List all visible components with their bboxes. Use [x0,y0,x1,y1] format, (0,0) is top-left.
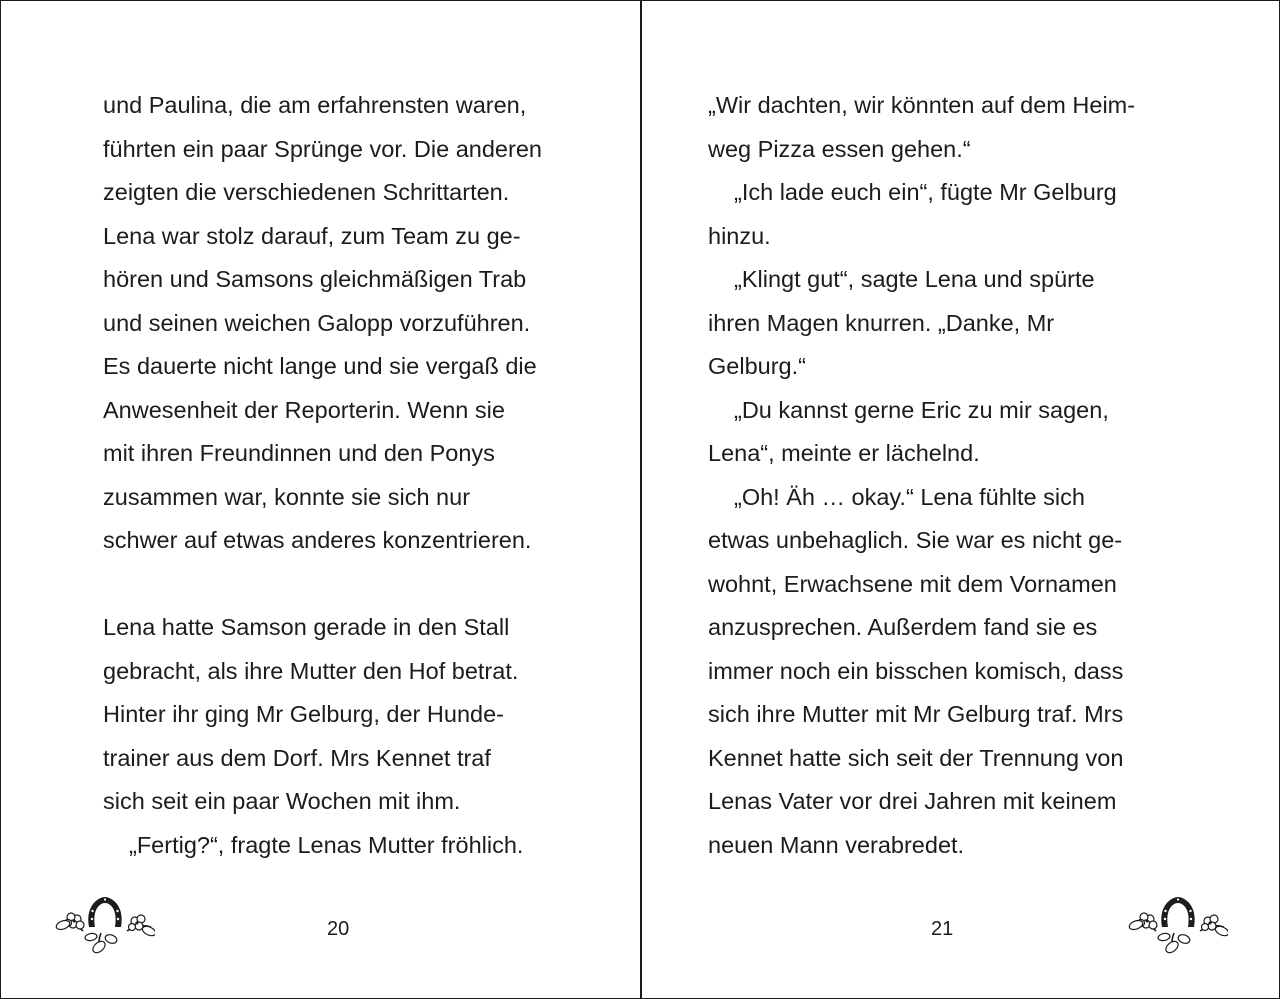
text-line: führten ein paar Sprünge vor. Die anderen [103,135,542,162]
text-line: Lenas Vater vor drei Jahren mit keinem [708,788,1117,814]
text-line: sich seit ein paar Wochen mit ihm. [103,788,461,814]
text-line: „Klingt gut“, sagte Lena und spürte [734,266,1095,292]
right-page-text [708,84,1208,867]
text-line: Gelburg.“ [708,353,806,379]
text-line: Es dauerte nicht lange und sie vergaß die [103,353,537,379]
text-line: mit ihren Freundinnen und den Ponys [103,440,495,466]
text-line: „Oh! Äh … okay.“ Lena fühlte sich [734,483,1085,510]
text-line: immer noch ein bisschen komisch, dass [708,657,1124,684]
page-number: 21 [931,918,954,940]
text-line: Lena hatte Samson gerade in den Stall [103,614,510,640]
text-line: gebracht, als ihre Mutter den Hof betrat. [103,657,519,684]
text-line: wohnt, Erwachsene mit dem Vornamen [708,570,1117,597]
text-line: und seinen weichen Galopp vorzuführen. [103,309,531,336]
text-line: zusammen war, konnte sie sich nur [103,483,471,510]
text-line: sich ihre Mutter mit Mr Gelburg traf. Mrs [708,701,1124,727]
horseshoe-flower-icon [1128,891,1228,961]
text-line: zeigten die verschiedenen Schrittarten. [103,179,510,205]
section-break [103,563,603,607]
page-number: 20 [327,918,350,940]
text-line: Kennet hatte sich seit der Trennung von [708,744,1124,771]
text-line: „Du kannst gerne Eric zu mir sagen, [734,396,1109,423]
text-line: ihren Magen knurren. „Danke, Mr [708,309,1055,336]
text-line: „Wir dachten, wir könnten auf dem Heim- [708,92,1136,118]
text-line: schwer auf etwas anderes konzentrieren. [103,527,532,553]
text-line: neuen Mann verabredet. [708,831,965,858]
text-line: trainer aus dem Dorf. Mrs Kennet traf [103,744,491,771]
horseshoe-flower-icon [55,891,155,961]
text-line: Lena“, meinte er lächelnd. [708,440,980,466]
text-line: etwas unbehaglich. Sie war es nicht ge- [708,527,1123,553]
text-line: Hinter ihr ging Mr Gelburg, der Hunde- [103,701,504,727]
text-line: anzusprechen. Außerdem fand sie es [708,614,1098,640]
right-page [642,1,1279,998]
left-page-text [103,84,603,867]
text-line: und Paulina, die am erfahrensten waren, [103,92,527,118]
text-line: Lena war stolz darauf, zum Team zu ge- [103,222,521,249]
text-line: „Fertig?“, fragte Lenas Mutter fröhlich. [129,831,524,858]
text-line: hören und Samsons gleichmäßigen Trab [103,266,527,292]
text-line: weg Pizza essen gehen.“ [708,135,971,162]
text-line: hinzu. [708,222,771,249]
text-line: Anwesenheit der Reporterin. Wenn sie [103,396,505,423]
left-page [1,1,640,998]
text-line: „Ich lade euch ein“, fügte Mr Gelburg [734,179,1117,205]
